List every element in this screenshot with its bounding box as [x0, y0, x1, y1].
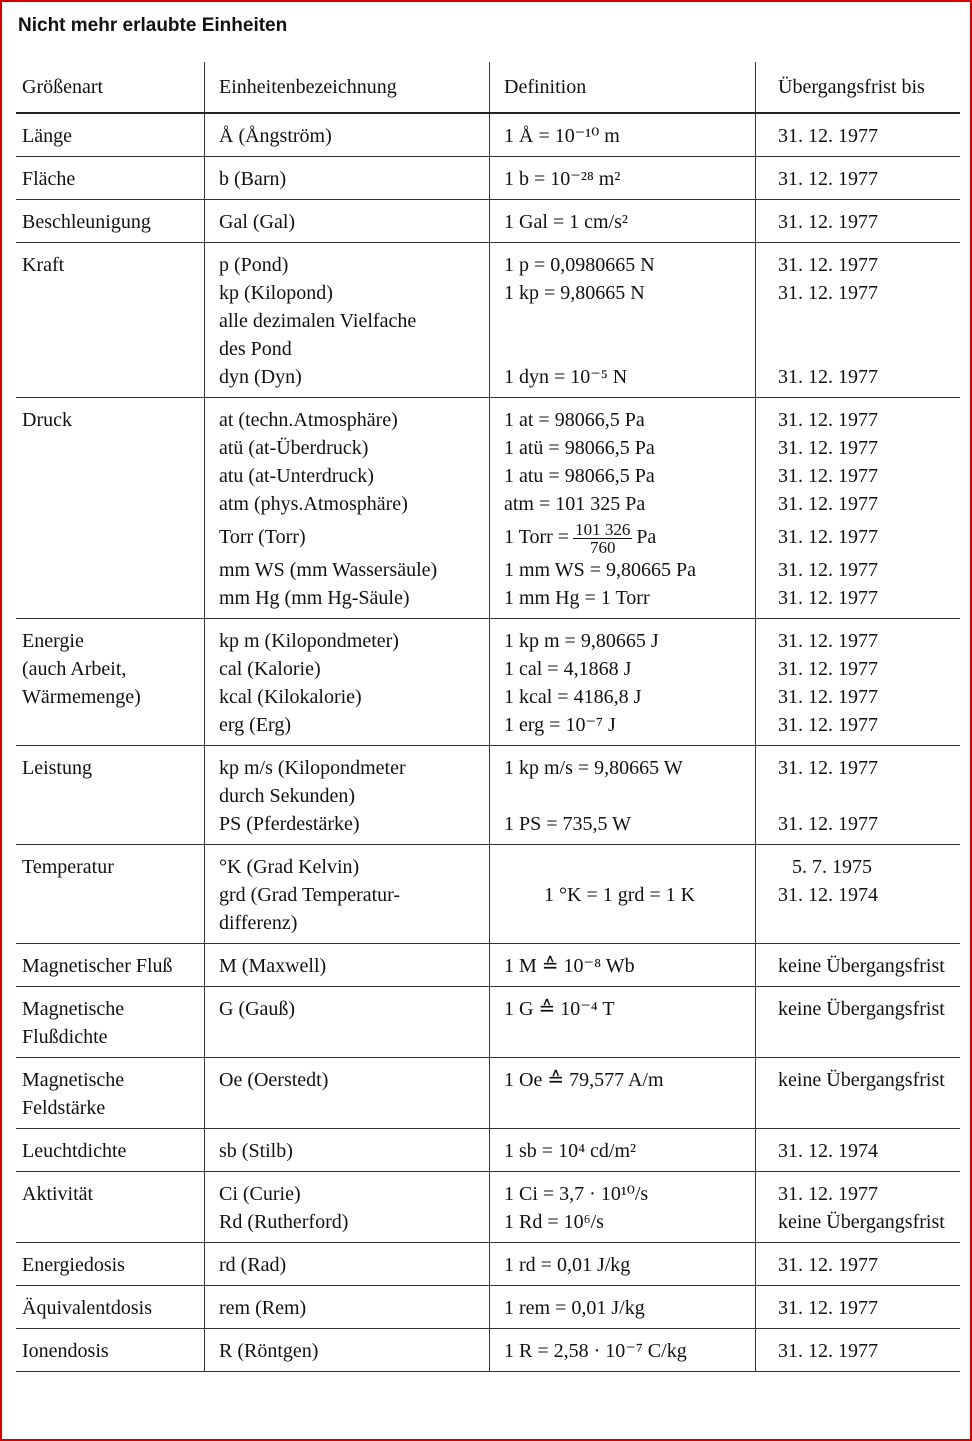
transition-date-cell [756, 200, 961, 243]
cell-line: 1 kp m/s = 9,80665 W [504, 757, 683, 779]
cell-line: alle dezimalen Vielfache [219, 310, 417, 332]
cell-line: kp m/s (Kilopondmeter [219, 757, 406, 779]
header-row [16, 62, 960, 113]
cell-line: 31. 12. 1977 [778, 1183, 878, 1205]
cell-line: erg (Erg) [219, 714, 292, 736]
cell-line: mm Hg (mm Hg-Säule) [219, 587, 410, 609]
cell-line: sb (Stilb) [219, 1140, 293, 1162]
cell-line: 1 mm WS = 9,80665 Pa [504, 559, 697, 581]
cell-line: mm WS (mm Wassersäule) [219, 559, 438, 581]
transition-date-cell [756, 987, 961, 1058]
transition-date-cell [756, 845, 961, 944]
cell-line: Wärmemenge) [22, 686, 141, 708]
cell-line: 31. 12. 1977 [778, 125, 878, 147]
definition-cell [490, 746, 756, 845]
definition-cell [490, 619, 756, 746]
table-body [16, 113, 960, 1372]
cell-line [778, 335, 954, 363]
torr-prefix: 1 Torr = [504, 526, 570, 548]
table-row [16, 1129, 960, 1172]
cell-line: Fläche [22, 168, 76, 190]
unit-name-cell [205, 113, 490, 157]
table-row [16, 243, 960, 398]
cell-line: atm = 101 325 Pa [504, 493, 646, 515]
unit-name-cell [205, 243, 490, 398]
cell-line [504, 335, 749, 363]
table-row [16, 944, 960, 987]
unit-name-cell [205, 944, 490, 987]
definition-cell [490, 1243, 756, 1286]
unit-name-cell [205, 200, 490, 243]
cell-line: M (Maxwell) [219, 955, 327, 977]
transition-date-cell [756, 619, 961, 746]
definition-cell [490, 1172, 756, 1243]
table-row [16, 619, 960, 746]
quantity-cell [16, 1172, 205, 1243]
cell-line: 1 kp m = 9,80665 J [504, 630, 659, 652]
cell-line: kcal (Kilokalorie) [219, 686, 362, 708]
table-row [16, 845, 960, 944]
cell-line: p (Pond) [219, 254, 289, 276]
units-table [16, 62, 960, 1372]
cell-line: Magnetische [22, 998, 125, 1020]
cell-line [778, 782, 954, 810]
cell-line: Energie [22, 630, 84, 652]
cell-line [778, 909, 954, 937]
cell-line: °K (Grad Kelvin) [219, 856, 360, 878]
transition-date-cell [756, 944, 961, 987]
definition-cell [490, 944, 756, 987]
table-row [16, 1058, 960, 1129]
cell-line: 1 atü = 98066,5 Pa [504, 437, 655, 459]
transition-date-cell [756, 1129, 961, 1172]
definition-cell [490, 243, 756, 398]
quantity-cell [16, 243, 205, 398]
cell-line: at (techn.Atmosphäre) [219, 409, 398, 431]
transition-date-cell [756, 157, 961, 200]
cell-line: G (Gauß) [219, 998, 296, 1020]
column-header-quantity: Größenart [16, 62, 205, 113]
cell-line: Leistung [22, 757, 92, 779]
definition-cell [490, 113, 756, 157]
transition-date-cell [756, 1058, 961, 1129]
unit-name-cell [205, 619, 490, 746]
cell-line: Flußdichte [22, 1026, 108, 1048]
cell-line: 1 atu = 98066,5 Pa [504, 465, 655, 487]
quantity-cell [16, 1058, 205, 1129]
quantity-cell [16, 1286, 205, 1329]
unit-name-cell [205, 1129, 490, 1172]
cell-line: 1 G ≙ 10⁻⁴ T [504, 998, 615, 1020]
cell-line: Ionendosis [22, 1340, 109, 1362]
cell-line: Magnetische [22, 1069, 125, 1091]
quantity-cell [16, 619, 205, 746]
cell-line: 1 M ≙ 10⁻⁸ Wb [504, 955, 635, 977]
fraction-numerator: 101 326 [575, 519, 631, 539]
unit-name-cell [205, 398, 490, 619]
cell-line: keine Übergangsfrist [778, 1211, 945, 1233]
cell-line [504, 782, 749, 810]
cell-line: 31. 12. 1977 [778, 366, 878, 388]
cell-line: 1 kp = 9,80665 N [504, 282, 645, 304]
cell-line: 1 Gal = 1 cm/s² [504, 211, 628, 233]
transition-date-cell [756, 1286, 961, 1329]
transition-date-cell [756, 113, 961, 157]
cell-line: 31. 12. 1977 [778, 211, 878, 233]
cell-line: 31. 12. 1977 [778, 254, 878, 276]
cell-line: kp m (Kilopondmeter) [219, 630, 399, 652]
column-header-transition-period: Übergangsfrist bis [756, 62, 961, 113]
cell-line: Leuchtdichte [22, 1140, 127, 1162]
table-row [16, 1243, 960, 1286]
cell-line: Länge [22, 125, 72, 147]
transition-date-cell [756, 1243, 961, 1286]
cell-line: 31. 12. 1977 [778, 757, 878, 779]
cell-line: 1 Å = 10⁻¹⁰ m [504, 125, 620, 147]
cell-line: Ci (Curie) [219, 1183, 301, 1205]
unit-name-cell [205, 746, 490, 845]
definition-cell [490, 1058, 756, 1129]
cell-line: atü (at-Überdruck) [219, 437, 369, 459]
cell-line: keine Übergangsfrist [778, 1069, 945, 1091]
cell-line: 31. 12. 1977 [778, 1297, 878, 1319]
cell-line: kp (Kilopond) [219, 282, 333, 304]
definition-cell [490, 1329, 756, 1372]
unit-name-cell [205, 1286, 490, 1329]
table-row [16, 1286, 960, 1329]
cell-line: 1 Oe ≙ 79,577 A/m [504, 1069, 664, 1091]
cell-line [504, 909, 749, 937]
cell-line: Energiedosis [22, 1254, 125, 1276]
cell-line: Å (Ångström) [219, 125, 332, 147]
cell-line: 31. 12. 1977 [778, 658, 878, 680]
cell-line [778, 307, 954, 335]
cell-line: 1 p = 0,0980665 N [504, 254, 655, 276]
cell-line: 1 rem = 0,01 J/kg [504, 1297, 645, 1319]
column-header-definition: Definition [490, 62, 756, 113]
cell-line: b (Barn) [219, 168, 287, 190]
cell-line: keine Übergangsfrist [778, 998, 945, 1020]
unit-name-cell [205, 157, 490, 200]
cell-line [504, 518, 749, 556]
torr-unit: Pa [636, 526, 657, 548]
cell-line: Aktivität [22, 1183, 94, 1205]
unit-name-cell [205, 1058, 490, 1129]
unit-name-cell [205, 1329, 490, 1372]
cell-line: dyn (Dyn) [219, 366, 302, 388]
cell-line: 31. 12. 1977 [778, 465, 878, 487]
quantity-cell [16, 746, 205, 845]
quantity-cell [16, 1243, 205, 1286]
transition-date-cell [756, 1329, 961, 1372]
torr-fraction [573, 521, 632, 556]
cell-line: Rd (Rutherford) [219, 1211, 349, 1233]
definition-cell [490, 845, 756, 944]
transition-date-cell [756, 398, 961, 619]
cell-line [504, 853, 749, 881]
cell-line: 31. 12. 1977 [778, 526, 878, 548]
quantity-cell [16, 398, 205, 619]
cell-line: Oe (Oerstedt) [219, 1069, 329, 1091]
cell-line: 31. 12. 1977 [778, 714, 878, 736]
cell-line: 1 sb = 10⁴ cd/m² [504, 1140, 637, 1162]
cell-line: 1 dyn = 10⁻⁵ N [504, 366, 628, 388]
cell-line: Kraft [22, 254, 65, 276]
cell-line: grd (Grad Temperatur- [219, 884, 401, 906]
cell-line: 31. 12. 1977 [778, 1254, 878, 1276]
definition-cell [490, 1286, 756, 1329]
cell-line: atm (phys.Atmosphäre) [219, 493, 408, 515]
cell-line: 1 kcal = 4186,8 J [504, 686, 642, 708]
quantity-cell [16, 845, 205, 944]
cell-line: Gal (Gal) [219, 211, 296, 233]
table-row [16, 398, 960, 619]
cell-line: keine Übergangsfrist [778, 955, 945, 977]
cell-line: 1 cal = 4,1868 J [504, 658, 632, 680]
fraction-denominator: 760 [589, 537, 616, 557]
definition-cell [490, 398, 756, 619]
definition-cell [490, 1129, 756, 1172]
unit-name-cell [205, 1243, 490, 1286]
quantity-cell [16, 1329, 205, 1372]
cell-line: 31. 12. 1974 [778, 884, 878, 906]
cell-line: 31. 12. 1977 [778, 630, 878, 652]
unit-name-cell [205, 845, 490, 944]
cell-line: 1 PS = 735,5 W [504, 813, 632, 835]
cell-line: Torr (Torr) [219, 526, 306, 548]
table-row [16, 987, 960, 1058]
table-row [16, 113, 960, 157]
column-header-unit-name: Einheitenbezeichnung [205, 62, 490, 113]
cell-line: des Pond [219, 338, 292, 360]
cell-line: 1 R = 2,58 · 10⁻⁷ C/kg [504, 1340, 687, 1362]
page-title: Nicht mehr erlaubte Einheiten [18, 15, 288, 36]
transition-date-cell [756, 746, 961, 845]
quantity-cell [16, 944, 205, 987]
cell-line: 31. 12. 1977 [778, 437, 878, 459]
quantity-cell [16, 987, 205, 1058]
cell-line: 31. 12. 1977 [778, 493, 878, 515]
transition-date-cell [756, 1172, 961, 1243]
quantity-cell [16, 157, 205, 200]
cell-line: Magnetischer Fluß [22, 955, 173, 977]
cell-line: 31. 12. 1977 [778, 559, 878, 581]
cell-line: Äquivalentdosis [22, 1297, 152, 1319]
cell-line: 31. 12. 1977 [778, 813, 878, 835]
cell-line: Feldstärke [22, 1097, 106, 1119]
table-row [16, 746, 960, 845]
cell-line: 1 b = 10⁻²⁸ m² [504, 168, 621, 190]
table-row [16, 1172, 960, 1243]
quantity-cell [16, 200, 205, 243]
cell-line: rd (Rad) [219, 1254, 287, 1276]
definition-cell [490, 987, 756, 1058]
cell-line: PS (Pferdestärke) [219, 813, 360, 835]
definition-cell [490, 157, 756, 200]
quantity-cell [16, 113, 205, 157]
cell-line: 31. 12. 1974 [778, 1140, 878, 1162]
cell-line: 1 erg = 10⁻⁷ J [504, 714, 616, 736]
cell-line: 1 mm Hg = 1 Torr [504, 587, 650, 609]
cell-line: 1 °K = 1 grd = 1 K [544, 884, 696, 906]
cell-line: 1 rd = 0,01 J/kg [504, 1254, 631, 1276]
cell-line: 31. 12. 1977 [778, 1340, 878, 1362]
cell-line: 31. 12. 1977 [778, 282, 878, 304]
definition-cell [490, 200, 756, 243]
table-row [16, 200, 960, 243]
cell-line: differenz) [219, 912, 298, 934]
cell-line: R (Röntgen) [219, 1340, 319, 1362]
cell-line: atu (at-Unterdruck) [219, 465, 374, 487]
cell-line: 1 Rd = 10⁶/s [504, 1211, 604, 1233]
cell-line: Temperatur [22, 856, 114, 878]
table-row [16, 157, 960, 200]
cell-line: (auch Arbeit, [22, 658, 127, 680]
cell-line: 31. 12. 1977 [778, 686, 878, 708]
cell-line: 1 at = 98066,5 Pa [504, 409, 645, 431]
cell-line: cal (Kalorie) [219, 658, 321, 680]
cell-line: 31. 12. 1977 [778, 409, 878, 431]
cell-line: durch Sekunden) [219, 785, 356, 807]
cell-line: rem (Rem) [219, 1297, 307, 1319]
cell-line: Druck [22, 409, 72, 431]
unit-name-cell [205, 987, 490, 1058]
quantity-cell [16, 1129, 205, 1172]
table-row [16, 1329, 960, 1372]
cell-line: 31. 12. 1977 [778, 587, 878, 609]
cell-line: 1 Ci = 3,7 · 10¹⁰/s [504, 1183, 649, 1205]
cell-line: 5. 7. 1975 [792, 856, 872, 878]
unit-name-cell [205, 1172, 490, 1243]
transition-date-cell [756, 243, 961, 398]
cell-line: 31. 12. 1977 [778, 168, 878, 190]
cell-line: Beschleunigung [22, 211, 151, 233]
cell-line [504, 307, 749, 335]
